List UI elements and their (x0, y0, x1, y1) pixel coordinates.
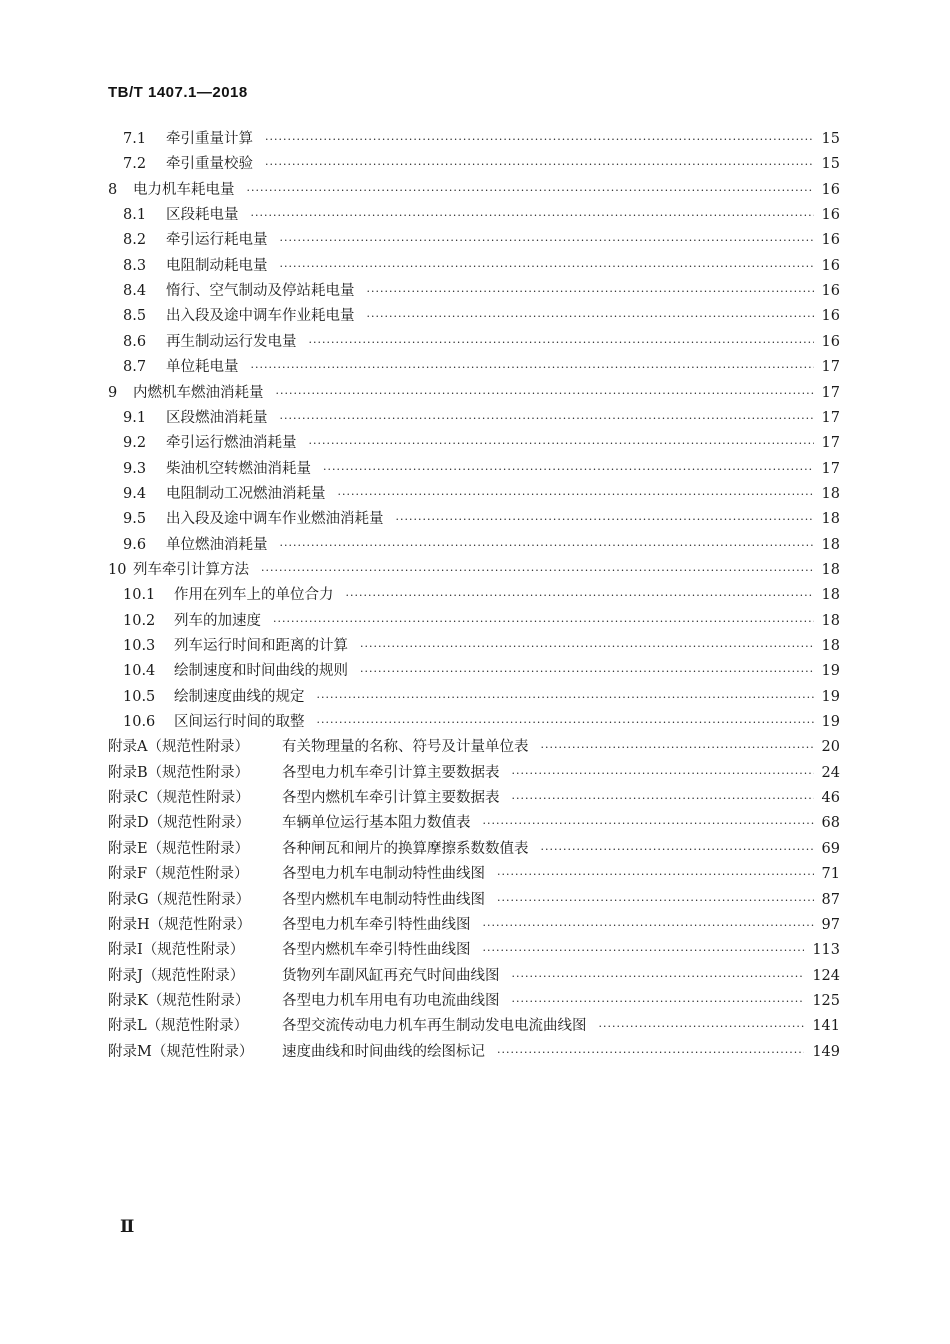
toc-entry-page: 19 (821, 688, 840, 705)
toc-entry-number: 8.6 (123, 333, 147, 350)
toc-leader-dots (280, 533, 814, 558)
toc-entry-number: 附录A（规范性附录） (108, 739, 249, 756)
toc-leader-dots (317, 710, 814, 735)
toc-leader-dots (367, 304, 814, 329)
toc-leader-dots (261, 558, 814, 583)
toc-leader-dots (396, 507, 814, 532)
toc-entry-number: 附录G（规范性附录） (108, 891, 251, 908)
toc-entry-number: 8.3 (123, 257, 147, 274)
toc-entry-title: 各种闸瓦和闸片的换算摩擦系数数值表 (282, 840, 529, 857)
toc-leader-dots (276, 381, 814, 406)
page-number: Ⅱ (120, 1217, 135, 1237)
toc-entry-page: 16 (821, 308, 840, 325)
toc-entry[interactable] (0, 228, 950, 253)
toc-entry-page: 16 (821, 257, 840, 274)
toc-entry-number: 附录I（规范性附录） (108, 942, 245, 959)
toc-entry-page: 149 (812, 1043, 840, 1060)
toc-leader-dots (512, 964, 805, 989)
toc-entry[interactable] (0, 913, 950, 938)
toc-entry[interactable] (0, 811, 950, 836)
toc-leader-dots (265, 152, 814, 177)
toc-entry-page: 24 (821, 764, 840, 781)
toc-entry-page: 16 (821, 333, 840, 350)
toc-entry-page: 18 (821, 485, 840, 502)
toc-entry-title: 各型电力机车用电有功电流曲线图 (282, 992, 500, 1009)
toc-entry[interactable] (0, 152, 950, 177)
toc-entry-number: 8.5 (123, 308, 147, 325)
toc-entry[interactable] (0, 127, 950, 152)
toc-entry-page: 18 (821, 511, 840, 528)
toc-entry-title: 柴油机空转燃油消耗量 (166, 460, 311, 477)
toc-entry-title: 有关物理量的名称、符号及计量单位表 (282, 739, 529, 756)
toc-entry-number: 8.7 (123, 359, 147, 376)
toc-entry-page: 15 (821, 131, 840, 147)
toc-entry-number: 附录H（规范性附录） (108, 916, 252, 933)
toc-leader-dots (512, 761, 814, 786)
toc-leader-dots (309, 330, 814, 355)
toc-entry-title: 列车运行时间和距离的计算 (174, 638, 348, 654)
toc-entry-page: 17 (821, 435, 840, 452)
toc-entry[interactable] (0, 457, 950, 482)
toc-entry-number: 附录C（规范性附录） (108, 790, 250, 807)
toc-entry-page: 87 (821, 891, 840, 908)
toc-entry-number: 8.2 (123, 232, 147, 249)
toc-entry-title: 内燃机车燃油消耗量 (133, 384, 264, 401)
toc-entry-page: 68 (821, 815, 840, 832)
toc-entry[interactable] (0, 837, 950, 862)
toc-entry-number: 7.1 (123, 131, 147, 147)
toc-entry[interactable] (0, 279, 950, 304)
toc-entry-page: 17 (821, 359, 840, 376)
toc-entry[interactable] (0, 609, 950, 634)
toc-entry-title: 各型内燃机车牵引特性曲线图 (282, 942, 471, 959)
toc-entry[interactable] (0, 761, 950, 786)
toc-entry[interactable] (0, 583, 950, 608)
toc-entry-number: 10.6 (123, 714, 156, 731)
toc-leader-dots (599, 1014, 805, 1039)
toc-entry-number: 8.1 (123, 207, 147, 224)
toc-entry[interactable] (0, 938, 950, 963)
toc-leader-dots (247, 178, 814, 203)
toc-leader-dots (251, 355, 814, 380)
toc-entry-page: 16 (821, 207, 840, 224)
toc-entry[interactable] (0, 786, 950, 811)
toc-entry-title: 出入段及途中调车作业燃油消耗量 (166, 511, 384, 528)
toc-entry-title: 列车牵引计算方法 (133, 561, 249, 578)
toc-entry[interactable] (0, 355, 950, 380)
toc-entry[interactable] (0, 482, 950, 507)
toc-entry-number: 9 (108, 384, 118, 401)
toc-entry-title: 货物列车副风缸再充气时间曲线图 (282, 967, 500, 984)
toc-entry[interactable] (0, 710, 950, 735)
toc-entry-number: 10.3 (123, 638, 156, 654)
standard-code-header: TB/T 1407.1—2018 (108, 84, 248, 101)
toc-entry-title: 各型内燃机车牵引计算主要数据表 (282, 790, 500, 807)
toc-entry-number: 附录B（规范性附录） (108, 764, 250, 781)
toc-entry-title: 再生制动运行发电量 (166, 333, 297, 350)
toc-entry-page: 17 (821, 409, 840, 426)
toc-entry-number: 10.1 (123, 587, 156, 604)
toc-entry-page: 46 (821, 790, 840, 807)
toc-entry[interactable] (0, 888, 950, 913)
toc-entry-page: 18 (821, 638, 840, 654)
toc-entry-page: 124 (812, 967, 840, 984)
toc-entry-page: 16 (821, 232, 840, 249)
toc-entry-number: 附录J（规范性附录） (108, 967, 245, 984)
toc-leader-dots (497, 1040, 804, 1065)
toc-entry-title: 列车的加速度 (174, 612, 261, 629)
toc-leader-dots (280, 254, 814, 279)
toc-entry-number: 8.4 (123, 283, 147, 300)
toc-leader-dots (317, 685, 814, 710)
toc-leader-dots (265, 127, 814, 152)
toc-entry[interactable] (0, 862, 950, 887)
toc-entry-title: 区段燃油消耗量 (166, 409, 268, 426)
toc-entry-page: 18 (821, 561, 840, 578)
toc-entry[interactable] (0, 507, 950, 532)
toc-leader-dots (360, 659, 814, 684)
toc-entry[interactable] (0, 634, 950, 659)
toc-leader-dots (367, 279, 814, 304)
toc-entry-number: 附录L（规范性附录） (108, 1018, 249, 1035)
toc-entry-page: 20 (821, 739, 840, 756)
toc-entry-page: 97 (821, 916, 840, 933)
toc-entry[interactable] (0, 178, 950, 203)
toc-leader-dots (280, 228, 814, 253)
toc-entry-title: 各型内燃机车电制动特性曲线图 (282, 891, 485, 908)
toc-entry-title: 车辆单位运行基本阻力数值表 (282, 815, 471, 832)
toc-leader-dots (338, 482, 814, 507)
toc-entry-title: 各型交流传动电力机车再生制动发电电流曲线图 (282, 1018, 587, 1035)
toc-entry-number: 10.4 (123, 663, 156, 680)
toc-entry[interactable] (0, 558, 950, 583)
toc-entry-title: 单位耗电量 (166, 359, 239, 376)
toc-entry-title: 作用在列车上的单位合力 (174, 587, 334, 604)
toc-entry-title: 区间运行时间的取整 (174, 714, 305, 731)
toc-entry-title: 惰行、空气制动及停站耗电量 (166, 283, 355, 300)
toc-entry-number: 10.2 (123, 612, 156, 629)
toc-entry-page: 15 (821, 156, 840, 173)
toc-entry-number: 9.5 (123, 511, 147, 528)
toc-entry[interactable] (0, 254, 950, 279)
toc-leader-dots (483, 811, 814, 836)
toc-entry-title: 速度曲线和时间曲线的绘图标记 (282, 1043, 485, 1060)
toc-entry[interactable] (0, 1014, 950, 1039)
toc-entry-number: 7.2 (123, 156, 147, 173)
toc-leader-dots (273, 609, 814, 634)
toc-entry-title: 区段耗电量 (166, 207, 239, 224)
toc-leader-dots (360, 634, 814, 659)
toc-entry-title: 牵引运行燃油消耗量 (166, 435, 297, 452)
toc-leader-dots (512, 786, 814, 811)
toc-entry-number: 10.5 (123, 688, 156, 705)
toc-entry-number: 附录F（规范性附录） (108, 866, 249, 883)
toc-entry-page: 69 (821, 840, 840, 857)
toc-entry-page: 113 (812, 942, 840, 959)
toc-entry[interactable] (0, 381, 950, 406)
toc-entry-number: 附录M（规范性附录） (108, 1043, 254, 1060)
toc-entry-title: 绘制速度曲线的规定 (174, 688, 305, 705)
toc-entry-number: 9.3 (123, 460, 147, 477)
toc-entry-title: 电阻制动工况燃油消耗量 (166, 485, 326, 502)
toc-leader-dots (280, 406, 814, 431)
toc-entry-page: 16 (821, 181, 840, 198)
toc-entry[interactable] (0, 431, 950, 456)
toc-entry-number: 10 (108, 561, 127, 578)
toc-entry[interactable] (0, 330, 950, 355)
toc-entry[interactable] (0, 533, 950, 558)
toc-leader-dots (541, 837, 814, 862)
toc-entry-number: 附录E（规范性附录） (108, 840, 250, 857)
toc-entry-title: 各型电力机车电制动特性曲线图 (282, 866, 485, 883)
toc-entry-title: 电阻制动耗电量 (166, 257, 268, 274)
toc-entry-title: 各型电力机车牵引计算主要数据表 (282, 764, 500, 781)
toc-entry[interactable] (0, 1040, 950, 1065)
toc-leader-dots (497, 862, 814, 887)
toc-entry-page: 19 (821, 714, 840, 731)
toc-entry-page: 141 (812, 1018, 840, 1035)
toc-leader-dots (309, 431, 814, 456)
toc-entry[interactable] (0, 203, 950, 228)
toc-entry-title: 牵引重量计算 (166, 131, 253, 147)
toc-entry-number: 9.1 (123, 409, 147, 426)
toc-entry-title: 单位燃油消耗量 (166, 536, 268, 553)
toc-entry-title: 出入段及途中调车作业耗电量 (166, 308, 355, 325)
toc-entry-number: 9.6 (123, 536, 147, 553)
toc-entry[interactable] (0, 406, 950, 431)
toc-leader-dots (323, 457, 814, 482)
toc-entry-title: 各型电力机车牵引特性曲线图 (282, 916, 471, 933)
toc-entry[interactable] (0, 989, 950, 1014)
toc-entry-page: 18 (821, 612, 840, 629)
toc-leader-dots (346, 583, 814, 608)
toc-entry-title: 电力机车耗电量 (133, 181, 235, 198)
toc-entry-number: 9.4 (123, 485, 147, 502)
toc-leader-dots (251, 203, 814, 228)
toc-leader-dots (512, 989, 805, 1014)
toc-entry-title: 牵引运行耗电量 (166, 232, 268, 249)
toc-entry[interactable] (0, 659, 950, 684)
toc-entry-title: 牵引重量校验 (166, 156, 253, 173)
toc-leader-dots (497, 888, 814, 913)
toc-leader-dots (541, 735, 814, 760)
toc-entry-page: 71 (821, 866, 840, 883)
toc-entry-number: 8 (108, 181, 118, 198)
toc-entry-title: 绘制速度和时间曲线的规则 (174, 663, 348, 680)
toc-entry-page: 19 (821, 663, 840, 680)
toc-entry-page: 17 (821, 384, 840, 401)
toc-entry-page: 125 (812, 992, 840, 1009)
toc-entry-page: 17 (821, 460, 840, 477)
toc-leader-dots (483, 913, 814, 938)
toc-entry-page: 16 (821, 283, 840, 300)
toc-entry-page: 18 (821, 536, 840, 553)
toc-entry-page: 18 (821, 587, 840, 604)
toc-entry[interactable] (0, 964, 950, 989)
toc-entry-number: 附录D（规范性附录） (108, 815, 251, 832)
toc-leader-dots (483, 938, 805, 963)
toc-entry-number: 9.2 (123, 435, 147, 452)
toc-entry[interactable] (0, 685, 950, 710)
toc-entry[interactable] (0, 304, 950, 329)
toc-entry[interactable] (0, 735, 950, 760)
toc-entry-number: 附录K（规范性附录） (108, 992, 250, 1009)
